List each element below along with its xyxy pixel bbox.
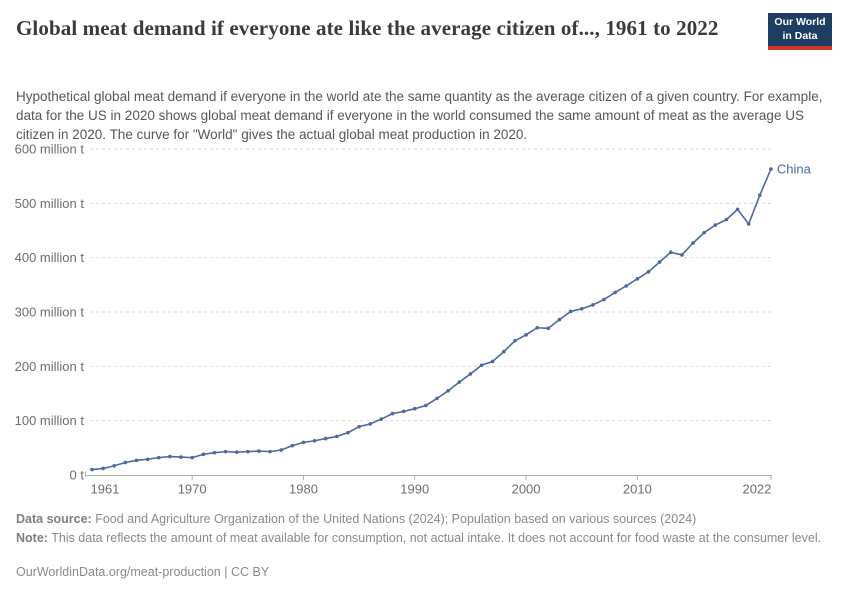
x-axis-tick-label: 2000 <box>511 481 541 497</box>
data-point <box>758 193 762 197</box>
x-axis-tick-label: 1970 <box>177 481 207 497</box>
data-point <box>457 380 461 384</box>
data-point <box>302 441 306 445</box>
footer-data-source <box>16 511 826 527</box>
owid-logo-line2: in Data <box>782 29 818 42</box>
data-point <box>346 431 350 435</box>
data-point <box>224 450 228 454</box>
y-axis-tick-label: 100 million t <box>14 413 84 429</box>
data-point <box>613 291 617 295</box>
data-point <box>658 260 662 264</box>
y-axis-tick-label: 200 million t <box>14 358 84 374</box>
data-point <box>647 270 651 274</box>
chart-title: Global meat demand if everyone ate like the average citizen of..., 1961 to 2022 <box>16 16 719 40</box>
owid-logo[interactable] <box>768 13 832 50</box>
data-point <box>591 303 595 307</box>
y-axis-tick-label: 0 t <box>69 467 84 483</box>
owid-url-link[interactable]: OurWorldinData.org/meat-production <box>16 565 221 579</box>
owid-logo-red-bar <box>768 46 832 50</box>
data-source-label: Data source: <box>16 512 92 526</box>
y-axis-tick-label: 500 million t <box>14 195 84 211</box>
data-point <box>513 339 517 343</box>
line-chart-svg <box>0 135 850 500</box>
owid-logo-box <box>768 13 832 46</box>
data-point <box>368 422 372 426</box>
footer-citation <box>16 564 826 580</box>
data-point <box>279 448 283 452</box>
data-point <box>124 461 128 465</box>
data-point <box>313 439 317 443</box>
data-point <box>291 444 295 448</box>
chart-subtitle: Hypothetical global meat demand if everyone in the world ate the same quantity as the average citizen of a given country. For example, data for the US in 2020 shows global meat demand if everyone in the world consumed the same amount of meat as the average US citizen in 2020. The curve for "World" gives the actual global meat production in 2020. <box>16 89 823 143</box>
data-point <box>691 241 695 245</box>
y-axis-tick-label: 600 million t <box>14 141 84 157</box>
citation-separator: | <box>224 565 228 579</box>
data-point <box>335 435 339 439</box>
data-point <box>680 253 684 257</box>
data-point <box>547 327 551 331</box>
data-point <box>435 397 439 401</box>
data-point <box>101 467 105 471</box>
data-source-text: Food and Agriculture Organization of the United Nations (2024); Population based on various sources (2024) <box>95 512 697 526</box>
data-point <box>558 318 562 322</box>
data-point <box>491 360 495 364</box>
data-point <box>747 222 751 226</box>
x-axis-tick-label: 1980 <box>289 481 318 497</box>
data-point <box>168 455 172 459</box>
data-point <box>569 310 573 314</box>
data-point <box>202 453 206 457</box>
data-point <box>246 450 250 454</box>
data-point <box>324 437 328 441</box>
data-point <box>391 412 395 416</box>
data-point <box>502 350 506 354</box>
footer-note <box>16 530 826 546</box>
data-point <box>257 449 261 453</box>
data-point <box>624 284 628 288</box>
data-point <box>736 208 740 212</box>
data-point <box>446 389 450 393</box>
x-axis-tick-label: 1961 <box>90 481 120 497</box>
y-axis-tick-label: 400 million t <box>14 250 84 266</box>
data-point <box>580 307 584 311</box>
data-point <box>213 451 217 455</box>
data-point <box>90 468 94 472</box>
data-point <box>413 407 417 411</box>
data-point <box>424 404 428 408</box>
data-point <box>380 417 384 421</box>
data-point <box>725 218 729 222</box>
data-point <box>669 250 673 254</box>
data-point <box>146 457 150 461</box>
data-point <box>402 410 406 414</box>
data-point <box>636 277 640 281</box>
data-point <box>713 223 717 227</box>
data-point <box>769 167 773 171</box>
line-chart-area[interactable] <box>0 135 850 500</box>
data-point <box>480 363 484 367</box>
data-point <box>235 450 239 454</box>
data-point <box>524 333 528 337</box>
series-end-label: China <box>776 161 811 177</box>
x-axis-tick-label: 1990 <box>400 481 430 497</box>
data-point <box>157 456 161 460</box>
series-line-china <box>92 169 771 469</box>
note-text: This data reflects the amount of meat available for consumption, not actual intake. It does not account for food waste at the consumer level. <box>51 531 822 545</box>
note-label: Note: <box>16 531 48 545</box>
x-axis-tick-label: 2010 <box>622 481 652 497</box>
data-point <box>357 425 361 429</box>
data-point <box>268 450 272 454</box>
owid-logo-line1: Our World <box>774 16 826 29</box>
data-point <box>179 455 183 459</box>
y-axis-tick-label: 300 million t <box>14 304 84 320</box>
data-point <box>190 456 194 460</box>
data-point <box>135 459 139 463</box>
license-label: CC BY <box>230 565 270 579</box>
data-point <box>702 231 706 235</box>
data-point <box>602 298 606 302</box>
data-point <box>535 326 539 330</box>
x-axis-tick-label: 2022 <box>742 481 772 497</box>
data-point <box>112 464 116 468</box>
data-point <box>469 372 473 376</box>
